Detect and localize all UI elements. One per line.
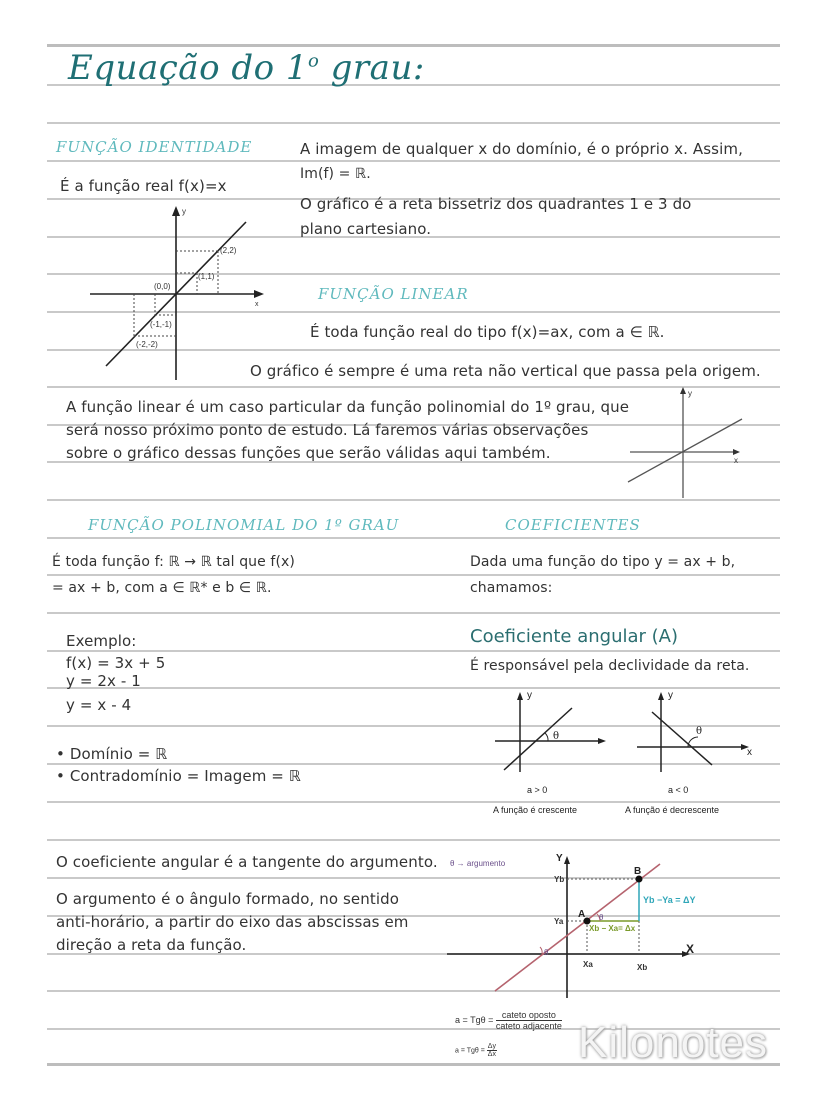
theta-at-axis: θ [544,948,549,957]
example-1: f(x) = 3x + 5 [66,654,166,672]
theta-at-a: θ [599,913,604,922]
identity-x-label: x [255,301,259,308]
point-b-label: B [634,866,642,877]
heading-coeficientes: COEFICIENTES [505,516,641,534]
slope-neg-x-label: x [747,747,752,758]
axis-x-label: X [686,942,695,956]
formula1-numerator: cateto oposto [496,1010,562,1021]
formula1-denominator: cateto adjacente [495,1021,562,1031]
linear-x-label: x [734,456,738,465]
ya-label: Ya [554,917,564,926]
formula2-denominator: Δx [487,1051,496,1058]
example-2: y = 2x - 1 [66,672,141,690]
formula2-numerator: Δy [487,1043,496,1050]
identidade-text-2a: O gráfico é a reta bissetriz dos quadrantes 1 e 3 do [300,195,692,213]
delta-x-label: Xb − Xa= Δx [589,924,636,933]
bullet-contradominio: • Contradomínio = Imagem = ℝ [56,767,301,785]
theta-legend: θ → argumento [450,859,506,868]
identidade-text-2b: plano cartesiano. [300,220,432,238]
slope-neg-condition: a < 0 [668,785,689,795]
identidade-text-1b: Im(f) = ℝ. [300,166,371,182]
heading-funcao-identidade: FUNÇÃO IDENTIDADE [56,138,253,156]
polinomial-definition-1: É toda função f: ℝ → ℝ tal que f(x) [52,554,295,570]
linear-y-label: y [688,389,692,398]
bullet-dominio: • Domínio = ℝ [56,745,168,763]
formula-tangent-delta [455,1043,497,1058]
slope-pos-caption: A função é crescente [493,805,578,815]
formula1-left: a = Tgθ = [455,1014,494,1025]
polinomial-definition-2: = ax + b, com a ∈ ℝ* e b ∈ ℝ. [52,580,272,596]
slope-neg-theta: θ [696,726,703,737]
title-suffix: grau: [319,48,425,88]
formula2-left: a = Tgθ = [455,1047,485,1055]
point-label-1-1: (1,1) [198,272,215,281]
argumento-line-4: direção a reta da função. [56,936,247,954]
xa-label: Xa [583,960,593,969]
point-label-neg2-neg2: (-2,-2) [136,340,158,349]
title-text: Equação do 1 [68,48,309,88]
coeficiente-angular-title: Coeficiente angular (A) [470,626,679,647]
slope-pos-y-label: y [527,690,532,701]
point-label-2-2: (2,2) [220,246,237,255]
coeficientes-intro-2: chamamos: [470,580,553,596]
identidade-text-1a: A imagem de qualquer x do domínio, é o próprio x. Assim, [300,140,743,158]
delta-y-label: Yb −Ya = ΔY [643,895,696,905]
linear-paragraph-2: será nosso próximo ponto de estudo. Lá faremos várias observações [66,421,589,439]
linear-paragraph-3: sobre o gráfico dessas funções que serão válidas aqui também. [66,444,551,462]
axis-y-label: Y [556,853,563,864]
argumento-line-2: O argumento é o ângulo formado, no sentido [56,890,400,908]
argumento-line-1: O coeficiente angular é a tangente do argumento. [56,853,438,871]
slope-pos-condition: a > 0 [527,785,548,795]
example-label: Exemplo: [66,632,137,650]
slope-pos-theta: θ [553,731,560,742]
argumento-line-3: anti-horário, a partir do eixo das abscissas em [56,913,409,931]
point-label-neg1-neg1: (-1,-1) [150,320,172,329]
slope-neg-caption: A função é decrescente [625,805,720,815]
linear-paragraph-1: A função linear é um caso particular da função polinomial do 1º grau, que [66,398,630,416]
point-a-label: A [578,909,586,920]
coeficiente-angular-desc: É responsável pela declividade da reta. [470,658,750,674]
linear-definition: É toda função real do tipo f(x)=ax, com a ∈ ℝ. [310,323,665,341]
heading-funcao-polinomial: FUNÇÃO POLINOMIAL DO 1º GRAU [88,516,400,534]
xb-label: Xb [637,963,648,972]
slope-neg-y-label: y [668,690,673,701]
example-3: y = x - 4 [66,696,132,714]
heading-funcao-linear: FUNÇÃO LINEAR [318,285,469,303]
coeficientes-intro-1: Dada uma função do tipo y = ax + b, [470,554,736,570]
title-sup: o [308,50,320,72]
formula-tangent-cathetus [455,1010,562,1031]
yb-label: Yb [554,875,565,884]
linear-graph-text: O gráfico é sempre é uma reta não vertical que passa pela origem. [250,362,761,380]
identidade-definition: É a função real f(x)=x [60,177,227,195]
kilonotes-watermark: Kilonotes [578,1018,769,1067]
point-label-0-0: (0,0) [154,282,171,291]
identity-y-label: y [182,207,186,216]
